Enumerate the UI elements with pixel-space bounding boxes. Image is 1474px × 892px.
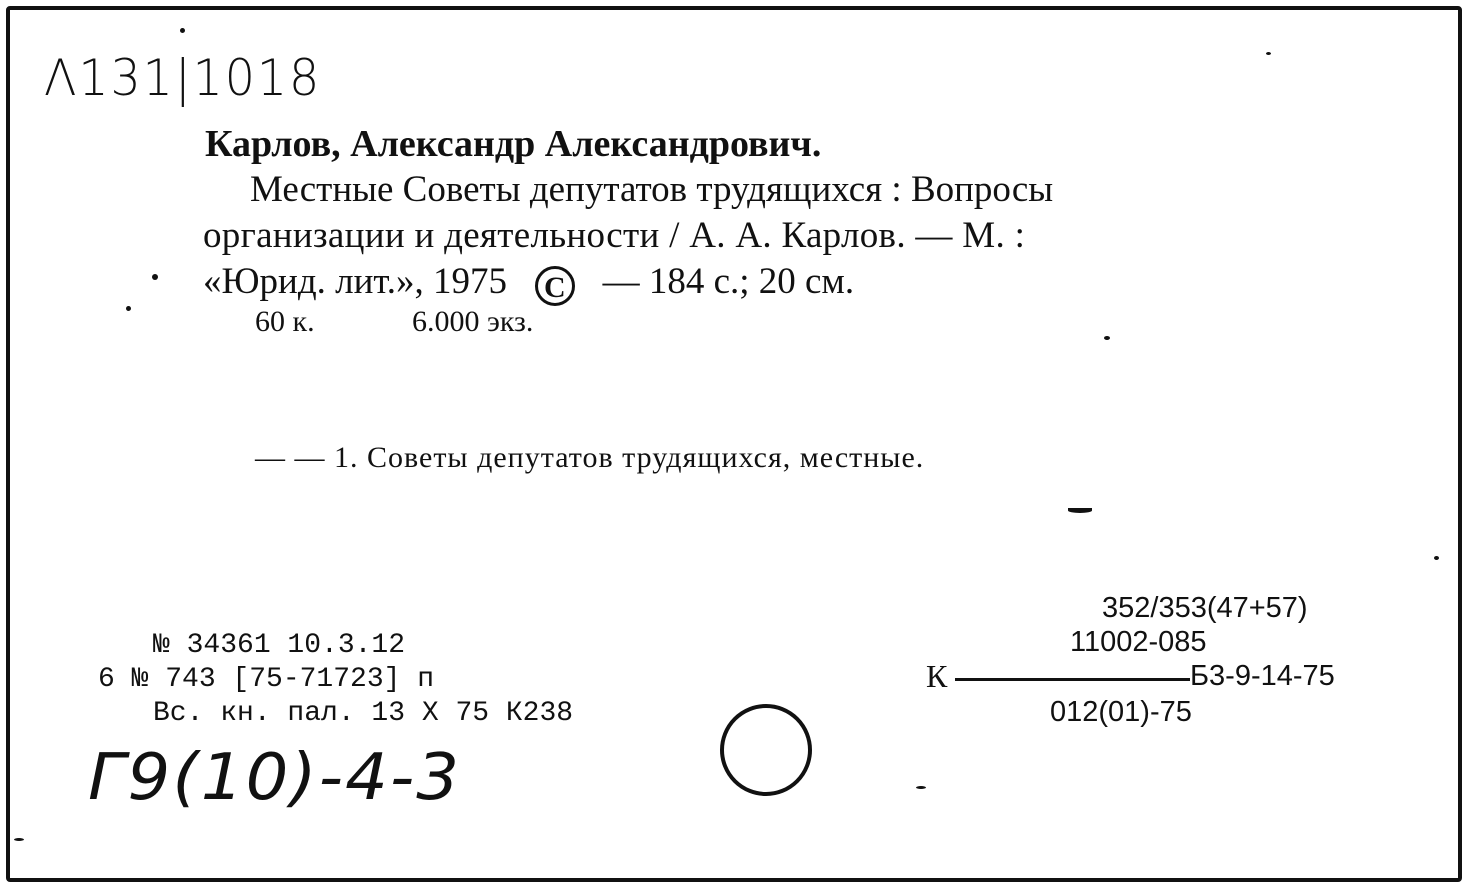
title-line-3 — [203, 260, 854, 306]
speck — [152, 274, 158, 280]
pages-size: — 184 с.; 20 см. — [602, 261, 855, 302]
udc-code: 352/353(47+57) — [1102, 592, 1308, 624]
speck — [1266, 52, 1271, 55]
class-denominator: 012(01)-75 — [1050, 696, 1192, 728]
title-line-1: Местные Советы депутатов трудящихся : Вопросы — [250, 169, 1054, 210]
price: 60 к. — [255, 305, 315, 338]
class-suffix: Б3-9-14-75 — [1190, 660, 1335, 692]
copyright-icon: C — [535, 266, 575, 306]
speck — [1104, 336, 1110, 340]
speck — [1434, 556, 1439, 560]
handwritten-code: Г9(10)-4-3 — [88, 741, 462, 815]
handwritten-shelfmark: Λ131|1018 — [44, 49, 322, 107]
punch-hole — [720, 704, 812, 796]
speck — [14, 838, 24, 841]
speck — [180, 28, 185, 33]
fraction-line — [955, 678, 1190, 681]
imprint-line-1: № 34361 10.3.12 — [153, 630, 406, 661]
author-heading: Карлов, Александр Александрович. — [205, 123, 822, 165]
class-numerator: 11002-085 — [1070, 626, 1207, 658]
class-prefix: К — [926, 658, 948, 694]
publisher-year: «Юрид. лит.», 1975 — [203, 261, 508, 302]
subject-heading: — — 1. Советы депутатов трудящихся, местные. — [255, 441, 925, 474]
catalog-card — [6, 6, 1462, 882]
imprint-line-2: 6 № 743 [75-71723] п — [98, 664, 435, 695]
imprint-line-3: Вс. кн. пал. 13 X 75 К238 — [153, 698, 574, 729]
speck — [916, 786, 926, 789]
speck — [1068, 508, 1092, 513]
print-run: 6.000 экз. — [412, 305, 534, 338]
title-line-2: организации и деятельности / А. А. Карлов. — М. : — [203, 215, 1026, 256]
speck — [126, 306, 131, 311]
